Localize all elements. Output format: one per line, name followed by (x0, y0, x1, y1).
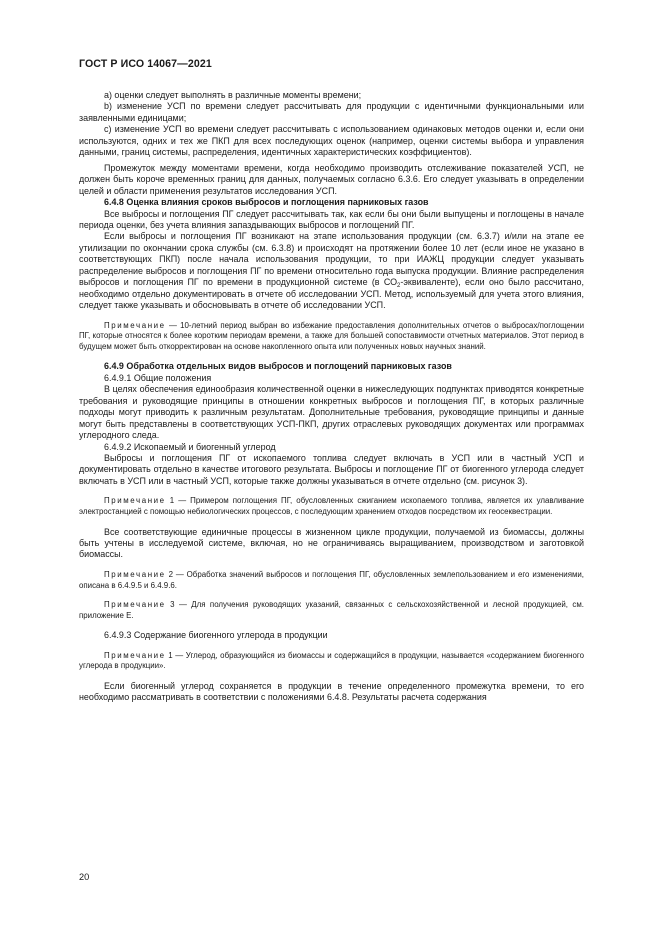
paragraph-interval: Промежуток между моментами времени, когда необходимо производить отслеживание показателей УСП, не должен быть короче временных границ для данных, получаемых согласно 6.3.6. Его следует указывать в определении целей и области применения результатов исследования УСП. (79, 162, 584, 196)
note-label: Примечание (104, 650, 166, 660)
paragraph-6-4-8-1: Все выбросы и поглощения ПГ следует рассчитывать так, как если бы они были выпущены и поглощены в начале периода оценки, без учета влияния запаздывающих выбросов и поглощений ПГ. (79, 208, 584, 230)
subsection-heading-6-4-9-2: 6.4.9.2 Ископаемый и биогенный углерод (104, 441, 276, 452)
note-1 (79, 496, 584, 517)
note-6-4-8 (79, 321, 584, 353)
list-item-b: b) изменение УСП по времени следует рассчитывать для продукции с идентичными функциональными или заявленными единицами; (79, 101, 584, 123)
page-number: 20 (79, 872, 90, 882)
note-label: Примечание (104, 569, 166, 579)
note-label: Примечание (104, 600, 166, 610)
paragraph-unit-processes: Все соответствующие единичные процессы в жизненном цикле продукции, получаемой из биомассы, должны быть учтены в исследуемой системе, включая, но не ограничиваясь выращиванием, производством и заготовкой биомассы. (79, 526, 584, 560)
subsection-heading-6-4-9-3: 6.4.9.3 Содержание биогенного углерода в продукции (104, 630, 328, 641)
document-body (79, 90, 584, 704)
note-text: — 10-летний период выбран во избежание предоставления дополнительных отчетов о выбросах/поглощении ПГ, которые относятся к более коротким периодам времени, а также для большей сопоставимости отчетных материалов. Этот период в будущем может быть откорректирован на основе накопленного опыта или полученных новых научных знаний. (79, 320, 584, 351)
list-item-c: с) изменение УСП во времени следует рассчитывать с использованием одинаковых методов оценки и, если они используются, одних и тех же ПКП для всех последующих оценок (например, оценки системы выбора и управления данными, границ системы, распределения, идентичных характеристических коэффициентов). (79, 124, 584, 158)
document-header: ГОСТ Р ИСО 14067—2021 (79, 58, 212, 70)
section-heading-6-4-9: 6.4.9 Обработка отдельных видов выбросов и поглощений парниковых газов (104, 361, 452, 372)
note-text: 1 — Примером поглощения ПГ, обусловленных сжиганием ископаемого топлива, является их улавливание электростанцией с помощью небиологических процессов, с последующим хранением отходов посредством их геосеквестрации. (79, 496, 584, 516)
note-2 (79, 570, 584, 591)
subsection-heading-6-4-9-1: 6.4.9.1 Общие положения (104, 372, 212, 383)
note-text: 1 — Углерод, образующийся из биомассы и содержащийся в продукции, называется «содержанием биогенного углерода в продукции». (79, 650, 584, 671)
note-label: Примечание (104, 496, 166, 506)
paragraph-final: Если биогенный углерод сохраняется в продукции в течение определенного промежутка времени, то его необходимо рассматривать в соответствии с положениями 6.4.8. Результаты расчета содержания (79, 680, 584, 703)
paragraph-6-4-8-2-part-b: -эквиваленте), если оно было рассчитано, необходимо отдельно документировать в отчете об исследовании УСП. Метод, используемый для учета этого влияния, следует также указывать и обосновывать в отчете об исследовании УСП. (79, 277, 584, 311)
paragraph-6-4-9-2: Выбросы и поглощения ПГ от ископаемого топлива следует включать в УСП или в частный УСП и документировать отдельно в качестве итогового результата. Выбросы и поглощение ПГ от биогенного углерода следует включать в УСП или в частный УСП, которые также должны указываться в отчете отдельно (см. рисунок 3). (79, 453, 584, 486)
note-text: 3 — Для получения руководящих указаний, связанных с сельскохозяйственной и лесной продукцией, см. приложение Е. (79, 600, 584, 620)
note-6-4-9-3 (79, 651, 584, 672)
note-3 (79, 600, 584, 621)
list-item-a: a) оценки следует выполнять в различные моменты времени; (104, 90, 362, 100)
section-heading-6-4-8: 6.4.8 Оценка влияния сроков выбросов и поглощения парниковых газов (104, 197, 429, 208)
co2-subscript: 2 (397, 283, 401, 290)
paragraph-6-4-8-2-part-a: Если выбросы и поглощения ПГ возникают на этапе использования продукции (см. 6.3.7) и/или на этапе ее утилизации по окончании срока службы (см. 6.3.8) и происходят на протяжении более 10 лет (если иное не указано в соответствующих ПКП) после начала использования продукции, то при ИАЖЦ продукции следует указывать распределение выбросов и поглощения ПГ по времени относительно года выпуска продукции. Влияние распределения выбросов и поглощения ПГ по времени в продукционной системе (в СО (79, 231, 584, 288)
note-text: 2 — Обработка значений выбросов и поглощения ПГ, обусловленных землепользованием и его изменениями, описана в 6.4.9.5 и 6.4.9.6. (79, 569, 584, 590)
paragraph-6-4-8-2 (79, 231, 584, 311)
paragraph-6-4-9-1: В целях обеспечения единообразия количественной оценки в нижеследующих подпунктах приводятся конкретные требования и руководящие принципы в отношении конкретных выбросов и поглощения ПГ, в которых различные подходы могут приводить к различным результатам. Дополнительные требования, руководящие принципы и данные могут быть представлены в соответствующих УСП-ПКП, других отраслевых руководящих документах или программах углеродного следа. (79, 384, 584, 441)
note-label: Примечание (104, 320, 166, 330)
